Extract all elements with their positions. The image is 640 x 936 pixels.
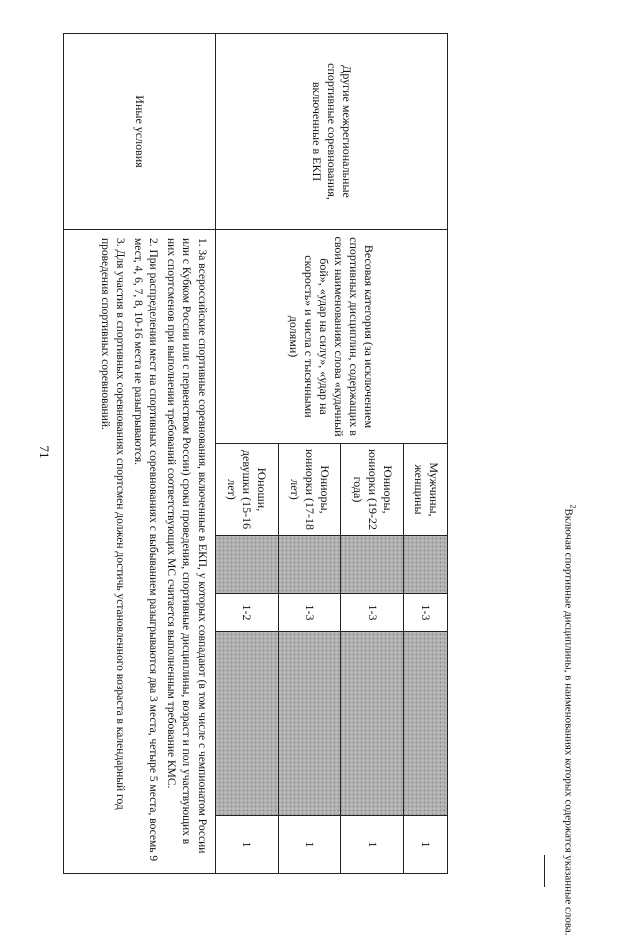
other-conditions-label: Иные условия	[64, 34, 216, 230]
table-container	[63, 33, 448, 873]
group-cell: Юноши, девушки (15-16 лет)	[216, 444, 279, 536]
page-number: 71	[37, 445, 52, 459]
notes-cell	[64, 230, 216, 874]
note-2: 2. При распределении мест на спортивных соревнованиях с выбыванием разыгрываются два 3 места, четыре 5 места, восемь 9 мест, 4, 6, 7, 8, 10-16 места не разыгрываются.	[131, 238, 160, 862]
weight-category-cell: Весовая категория (за исключением спортивных дисциплин, содержащих в своих наименованиях слова «кудачный бой», «удар на силу», «удар на скорость» и числа с тысячными долями)	[216, 230, 448, 444]
table-row	[404, 34, 448, 874]
shaded-cell	[216, 632, 279, 816]
group-cell: Мужчины, женщины	[404, 444, 448, 536]
shaded-cell	[278, 632, 341, 816]
places-cell: 1-3	[278, 594, 341, 632]
shaded-cell	[341, 632, 404, 816]
group-cell: Юниоры, юниорки (19-22 года)	[341, 444, 404, 536]
shaded-cell	[404, 536, 448, 594]
shaded-cell	[341, 536, 404, 594]
places-cell: 1-3	[341, 594, 404, 632]
places-cell: 1-2	[216, 594, 279, 632]
table-row	[64, 34, 216, 874]
last-cell: 1	[404, 816, 448, 874]
footnote-marker: 2	[568, 504, 578, 509]
competition-category-cell: Другие межрегиональные спортивные соревнования, включенные в ЕКП	[216, 34, 448, 230]
places-cell: 1-3	[404, 594, 448, 632]
shaded-cell	[404, 632, 448, 816]
note-3: 3. Для участия в спортивных соревнованиях спортсмен должен достичь установленного возраста в календарный год проведения спортивных соревнований.	[98, 238, 127, 810]
shaded-cell	[278, 536, 341, 594]
last-cell: 1	[216, 816, 279, 874]
footnote-text: Включая спортивные дисциплины, в наименованиях которых содержатся указанные слова.	[562, 508, 575, 936]
last-cell: 1	[278, 816, 341, 874]
footnote-separator	[544, 855, 545, 887]
qualification-table	[63, 33, 448, 874]
last-cell: 1	[341, 816, 404, 874]
group-cell: Юниоры, юниорки (17-18 лет)	[278, 444, 341, 536]
shaded-cell	[216, 536, 279, 594]
footnote	[563, 504, 578, 935]
note-1: 1. За всероссийские спортивные соревнования, включенные в ЕКП, у которых совпадают (в том числе с чемпионатом России или с Кубком России или с первенством России) сроки проведения, спортивные дисциплины, возраст и пол участвующих в них спортсменов при выполнении требований соответствующих МС считается выполненным требование КМС.	[164, 238, 208, 854]
